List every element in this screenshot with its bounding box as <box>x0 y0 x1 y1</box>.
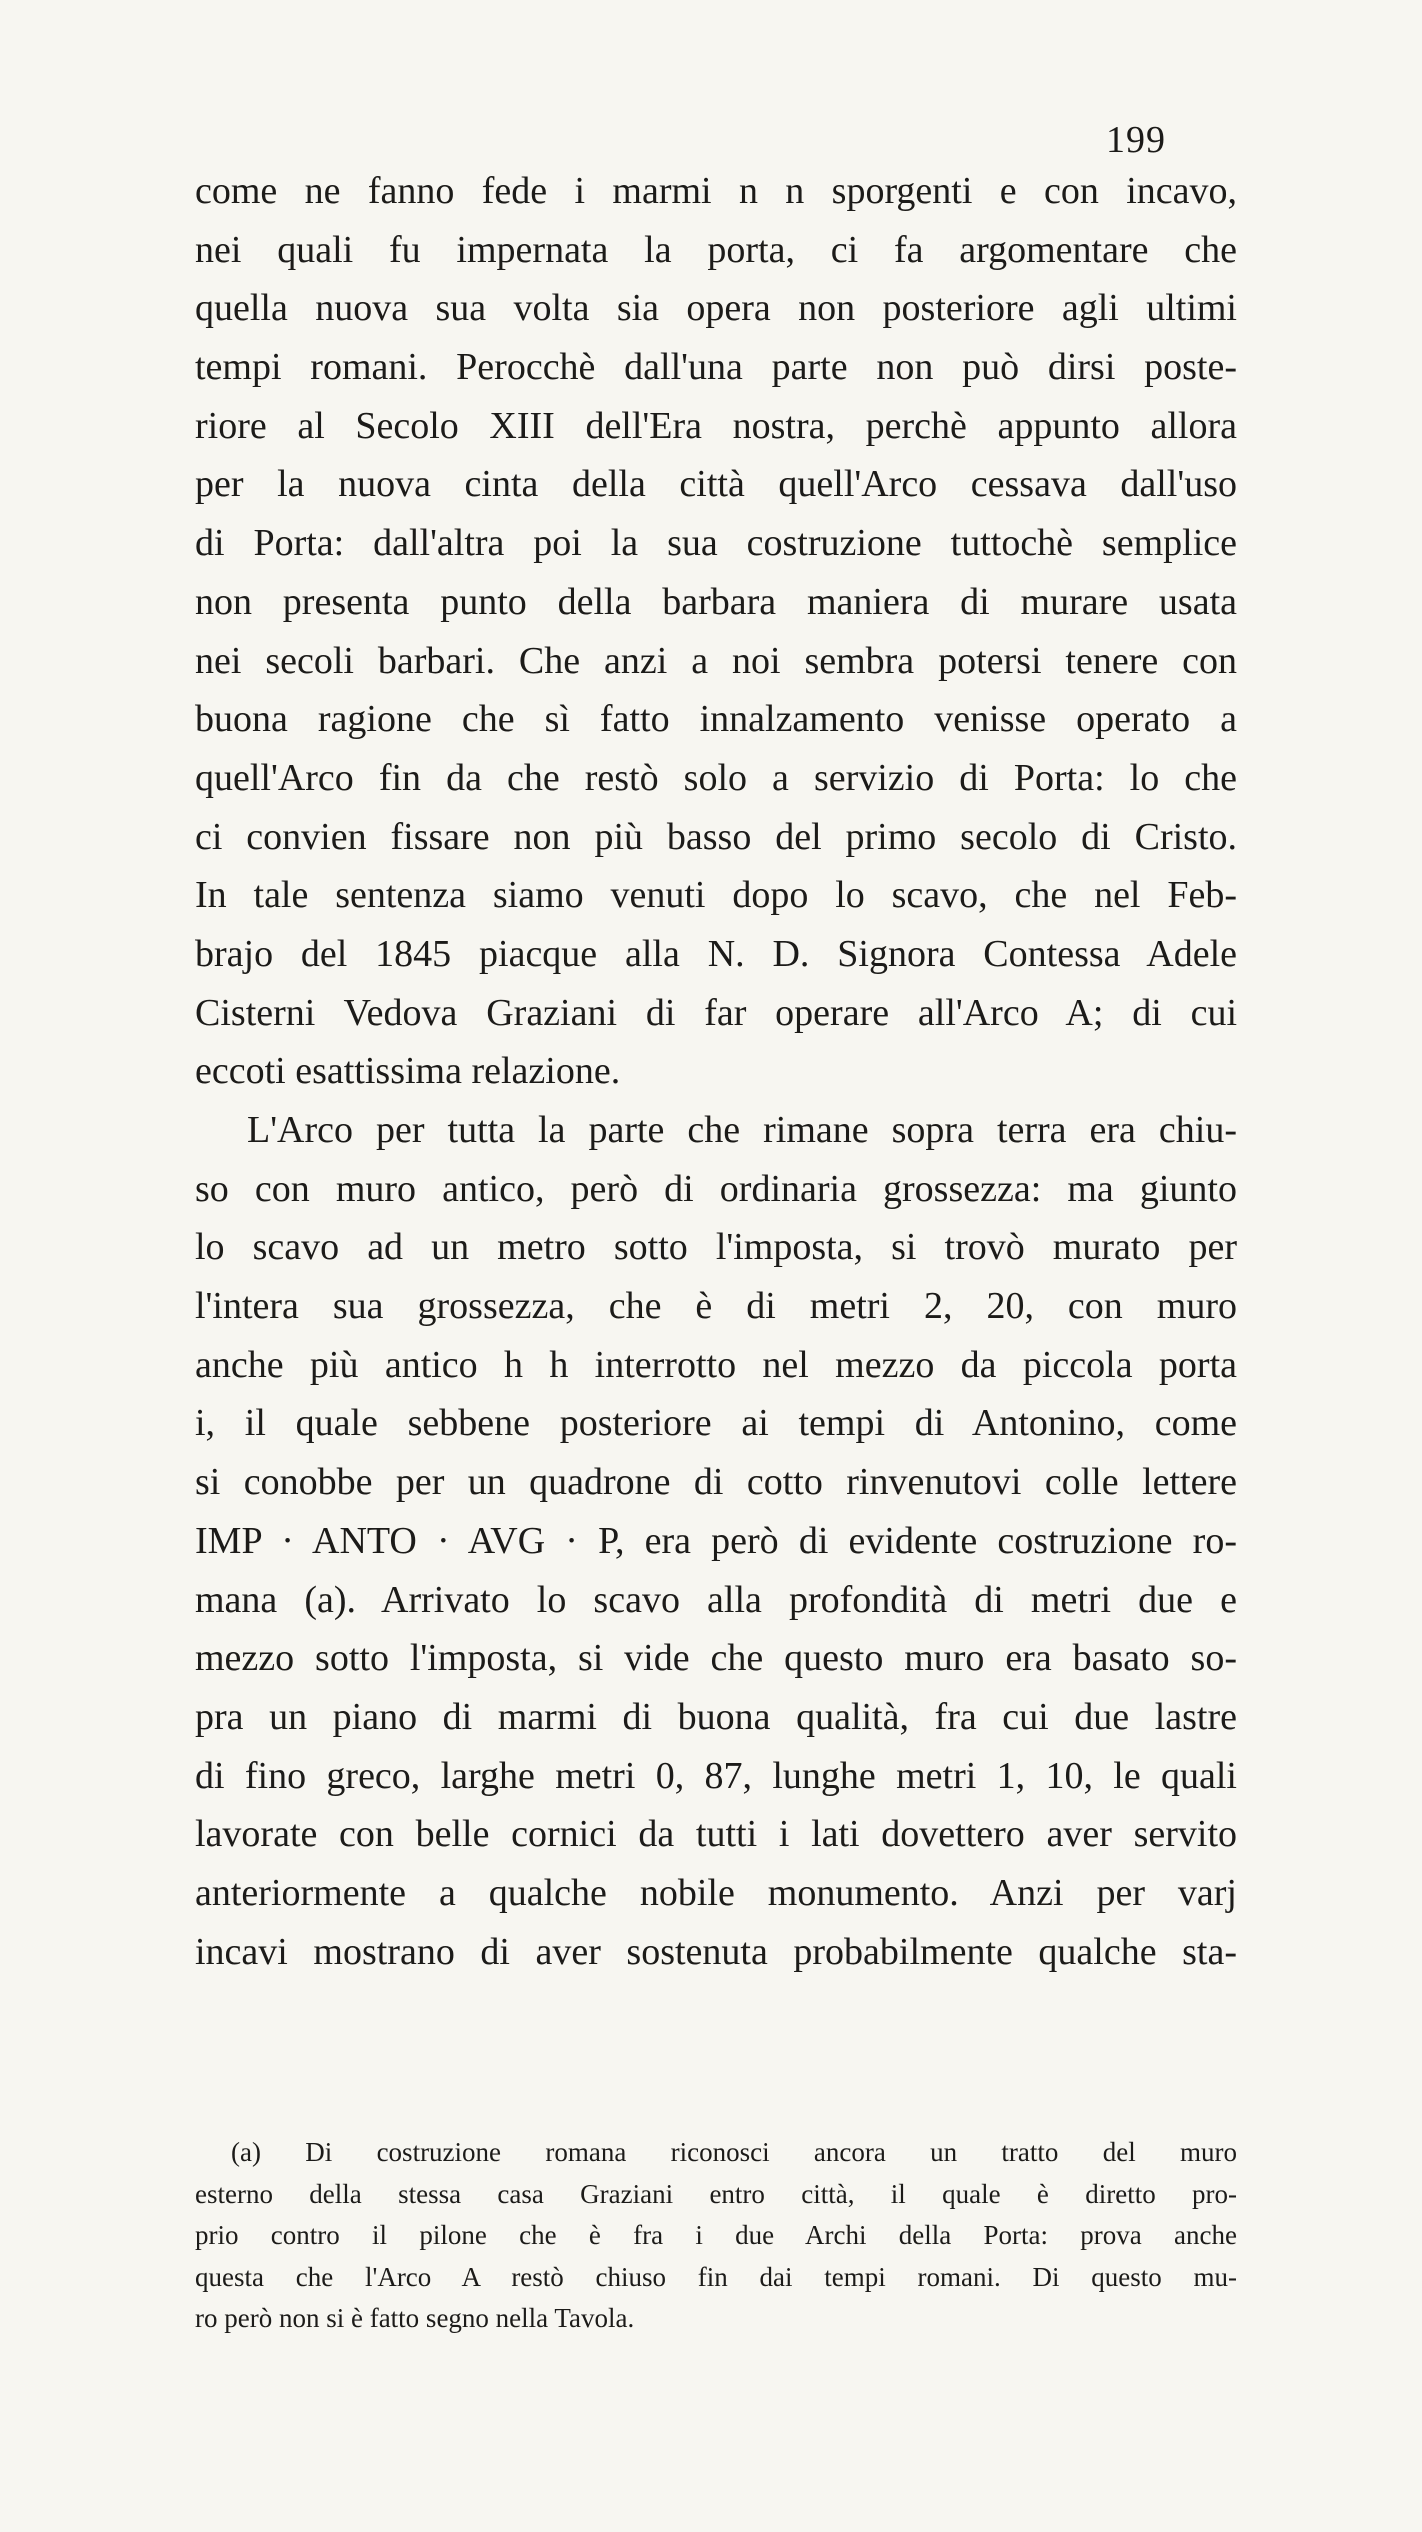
footnote-line: questa che l'Arco A restò chiuso fin dai tempi romani. Di questo mu- <box>195 2261 1237 2292</box>
footnote-line: ro però non si è fatto segno nella Tavola. <box>195 2303 635 2333</box>
body-line: In tale sentenza siamo venuti dopo lo scavo, che nel Feb- <box>195 874 1237 917</box>
body-line: per la nuova cinta della città quell'Arco cessava dall'uso <box>195 463 1237 506</box>
body-line: si conobbe per un quadrone di cotto rinvenutovi colle lettere <box>195 1461 1237 1504</box>
body-line: i, il quale sebbene posteriore ai tempi di Antonino, come <box>195 1402 1237 1445</box>
body-line: IMP · ANTO · AVG · P, era però di evidente costruzione ro- <box>195 1519 1237 1562</box>
body-line: L'Arco per tutta la parte che rimane sopra terra era chiu- <box>247 1109 1237 1151</box>
body-line: pra un piano di marmi di buona qualità, fra cui due lastre <box>195 1695 1237 1738</box>
body-line: eccoti esattissima relazione. <box>195 1050 621 1093</box>
body-line: quell'Arco fin da che restò solo a servizio di Porta: lo che <box>195 756 1237 799</box>
footnotes <box>195 2132 1237 2340</box>
body-line: brajo del 1845 piacque alla N. D. Signora Contessa Adele <box>195 932 1237 975</box>
body-line: so con muro antico, però di ordinaria grossezza: ma giunto <box>195 1167 1237 1210</box>
body-line: di fino greco, larghe metri 0, 87, lunghe metri 1, 10, le quali <box>195 1754 1237 1797</box>
body-line: l'intera sua grossezza, che è di metri 2, 20, con muro <box>195 1285 1237 1328</box>
body-line: nei quali fu impernata la porta, ci fa argomentare che <box>195 228 1237 271</box>
body-line: mezzo sotto l'imposta, si vide che questo muro era basato so- <box>195 1637 1237 1680</box>
body-line: non presenta punto della barbara maniera di murare usata <box>195 580 1237 623</box>
body-line: come ne fanno fede i marmi n n sporgenti e con incavo, <box>195 170 1237 212</box>
body-line: anche più antico h h interrotto nel mezzo da piccola porta <box>195 1343 1237 1386</box>
body-line: lavorate con belle cornici da tutti i lati dovettero aver servito <box>195 1813 1237 1856</box>
body-line: riore al Secolo XIII dell'Era nostra, perchè appunto allora <box>195 404 1237 447</box>
body-line: lo scavo ad un metro sotto l'imposta, si trovò murato per <box>195 1226 1237 1269</box>
footnote-line: esterno della stessa casa Graziani entro città, il quale è diretto pro- <box>195 2178 1237 2209</box>
body-line: tempi romani. Perocchè dall'una parte non può dirsi poste- <box>195 346 1237 389</box>
body-line: mana (a). Arrivato lo scavo alla profondità di metri due e <box>195 1578 1237 1621</box>
body-text <box>195 162 1237 1981</box>
body-line: nei secoli barbari. Che anzi a noi sembra potersi tenere con <box>195 639 1237 682</box>
body-line: Cisterni Vedova Graziani di far operare all'Arco A; di cui <box>195 991 1237 1034</box>
body-line: quella nuova sua volta sia opera non posteriore agli ultimi <box>195 287 1237 330</box>
footnote-line: (a) Di costruzione romana riconosci ancora un tratto del muro <box>231 2137 1237 2167</box>
body-line: anteriormente a qualche nobile monumento. Anzi per varj <box>195 1871 1237 1914</box>
body-line: di Porta: dall'altra poi la sua costruzione tuttochè semplice <box>195 522 1237 565</box>
body-line: incavi mostrano di aver sostenuta probabilmente qualche sta- <box>195 1930 1237 1973</box>
page-number: 199 <box>1106 119 1166 161</box>
footnote-line: prio contro il pilone che è fra i due Archi della Porta: prova anche <box>195 2220 1237 2250</box>
body-line: buona ragione che sì fatto innalzamento venisse operato a <box>195 698 1237 741</box>
body-line: ci convien fissare non più basso del primo secolo di Cristo. <box>195 815 1237 858</box>
